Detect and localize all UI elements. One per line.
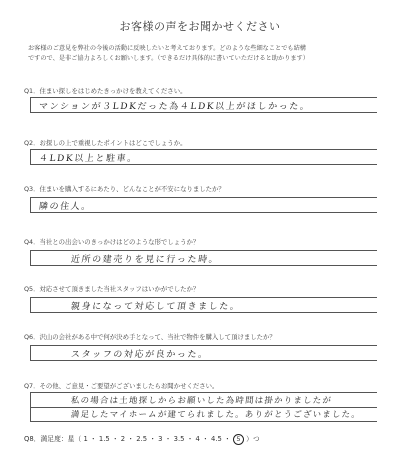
answer-box-2	[30, 149, 377, 165]
intro-line-2: ですので、是非ご協力よろしくお願いします。（できるだけ具体的に書いていただけると助かります）	[28, 55, 309, 62]
intro-text	[28, 44, 378, 64]
satisfaction-selected-circle: 5	[233, 434, 244, 445]
question-6-label: Q6．沢山の会社がある中で何が決め手となって、当社で物件を購入して頂けましたか？	[24, 333, 276, 341]
answer-box-6	[30, 345, 377, 361]
answer-7-text-line-2: 満足したマイホームが建てられました。ありがとうございました。	[70, 409, 362, 419]
answer-box-5	[30, 297, 377, 313]
question-5-label: Q5．対応させて頂きました当社スタッフはいかがでしたか？	[24, 285, 200, 293]
satisfaction-suffix: ）つ	[246, 435, 260, 443]
answer-box-4	[30, 250, 377, 266]
answer-5-text: 親身になって対応して頂きました。	[70, 302, 241, 312]
answer-3-text: 隣の住人。	[38, 202, 93, 212]
question-4-label: Q4．当社との出会いのきっかけはどのような形でしょうか？	[24, 238, 200, 246]
answer-box-7	[30, 392, 377, 422]
question-3-label: Q3．住まいを購入するにあたり、どんなことが不安になりましたか？	[24, 185, 225, 193]
question-7-label: Q7．その他、ご意見・ご要望がございましたらお聞かせください。	[24, 382, 219, 390]
answer-2-text: ４LDK以上と駐車。	[38, 154, 139, 164]
answer-box-3	[30, 197, 377, 213]
satisfaction-label: Q8．満足度：星（	[24, 435, 82, 443]
satisfaction-row	[24, 433, 260, 445]
answer-1-text: マンションが３LDKだった為４LDK以上がほしかった。	[38, 102, 312, 112]
page-title: お客様の声をお聞かせください	[119, 20, 281, 33]
question-2-label: Q2．お探しの上で重視したポイントはどこでしょうか。	[24, 139, 187, 147]
answer-4-text: 近所の建売りを見に行った時。	[70, 255, 220, 265]
answer-6-text: スタッフの対応が良かった。	[70, 350, 210, 360]
question-1-label: Q1．住まい探しをはじめたきっかけを教えてください。	[24, 87, 187, 95]
satisfaction-scale: 1 ・ 1.5 ・ 2 ・ 2.5 ・ 3 ・ 3.5 ・ 4 ・ 4.5 ・	[83, 435, 231, 443]
intro-line-1: お客様のご意見を弊社の今後の活動に反映したいと考えております。どのような些細なことでも結構	[28, 45, 306, 52]
answer-7-text-line-1: 私の場合は土地探しからお願いした為時間は掛かりましたが	[70, 395, 333, 405]
answer-box-1	[30, 97, 377, 113]
